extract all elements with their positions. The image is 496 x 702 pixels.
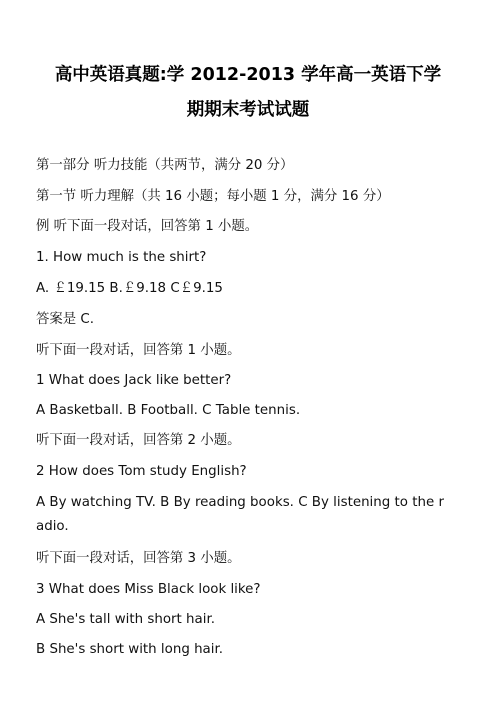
- document-title-line-1: 高中英语真题:学 2012-2013 学年高一英语下学: [54, 65, 442, 85]
- section-heading: 第一部分 听力技能（共两节，满分 20 分）: [36, 158, 294, 173]
- example-answer: 答案是 C.: [36, 312, 95, 327]
- options-q2-continued: adio.: [36, 519, 69, 534]
- instruction-q1: 听下面一段对话，回答第 1 小题。: [36, 343, 241, 358]
- example-options: A. ￡19.15 B.￡9.18 C￡9.15: [36, 281, 223, 296]
- example-question: 1. How much is the shirt?: [36, 250, 207, 265]
- options-q1: A Basketball. B Football. C Table tennis.: [36, 403, 301, 418]
- option-q3-a: A She's tall with short hair.: [36, 612, 215, 627]
- option-q3-b: B She's short with long hair.: [36, 642, 224, 657]
- example-instruction: 例 听下面一段对话，回答第 1 小题。: [36, 219, 259, 234]
- question-2: 2 How does Tom study English?: [36, 464, 247, 479]
- document-title-line-2: 期期末考试试题: [186, 100, 310, 120]
- instruction-q3: 听下面一段对话，回答第 3 小题。: [36, 551, 241, 566]
- question-1: 1 What does Jack like better?: [36, 373, 232, 388]
- instruction-q2: 听下面一段对话，回答第 2 小题。: [36, 433, 241, 448]
- options-q2: A By watching TV. B By reading books. C By listening to the r: [36, 495, 444, 510]
- subsection-heading: 第一节 听力理解（共 16 小题；每小题 1 分，满分 16 分）: [36, 189, 390, 204]
- question-3: 3 What does Miss Black look like?: [36, 582, 261, 597]
